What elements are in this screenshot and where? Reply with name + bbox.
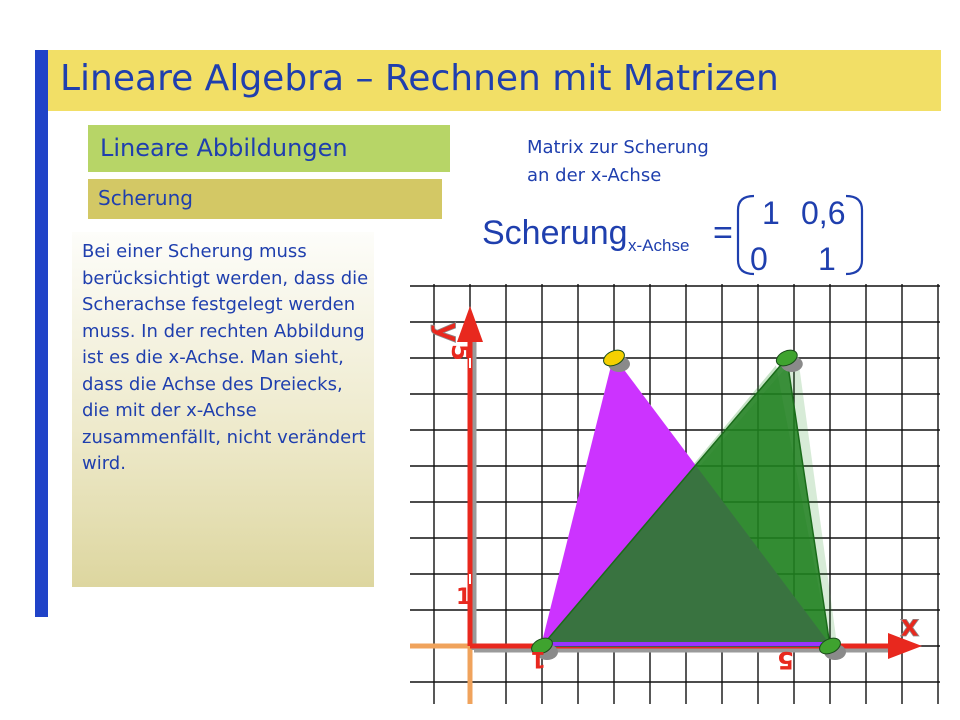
x-tick-5-label: 5	[777, 646, 794, 674]
y-axis-label: y	[430, 322, 468, 343]
formula-subscript: x-Achse	[628, 236, 690, 255]
subsection-heading: Scherung	[98, 186, 193, 210]
coordinate-graph	[410, 284, 940, 704]
y-tick-5-label: 5	[446, 344, 474, 361]
accent-bar	[35, 50, 48, 617]
formula-name: Scherung	[482, 214, 628, 252]
matrix-cell-11: 1	[762, 195, 780, 231]
matrix-caption	[527, 134, 709, 190]
slide-title: Lineare Algebra – Rechnen mit Matrizen	[60, 58, 779, 99]
y-tick-1-label: 1	[456, 585, 472, 610]
matrix-caption-line-1: Matrix zur Scherung	[527, 137, 709, 158]
x-axis-label: x	[900, 609, 920, 644]
matrix-cell-12: 0,6	[801, 195, 846, 231]
matrix-cell-21: 0	[750, 241, 768, 277]
formula-equals: =	[713, 214, 733, 252]
matrix-caption-line-2: an der x-Achse	[527, 165, 662, 186]
matrix-cell-22: 1	[818, 241, 836, 277]
description-text: Bei einer Scherung muss berücksichtigt werden, dass die Scherachse festgelegt werden muss. In der rechten Abbildung ist es die x-Achse. Man sieht, dass die Achse des Dreiecks, die mit der x-Achse zusammenfällt, nicht verändert wird.	[82, 241, 369, 474]
section-heading: Lineare Abbildungen	[100, 134, 348, 162]
shear-matrix-formula	[470, 188, 870, 280]
x-tick-1-label: 1	[530, 646, 546, 671]
matrix-right-bracket	[846, 196, 862, 274]
